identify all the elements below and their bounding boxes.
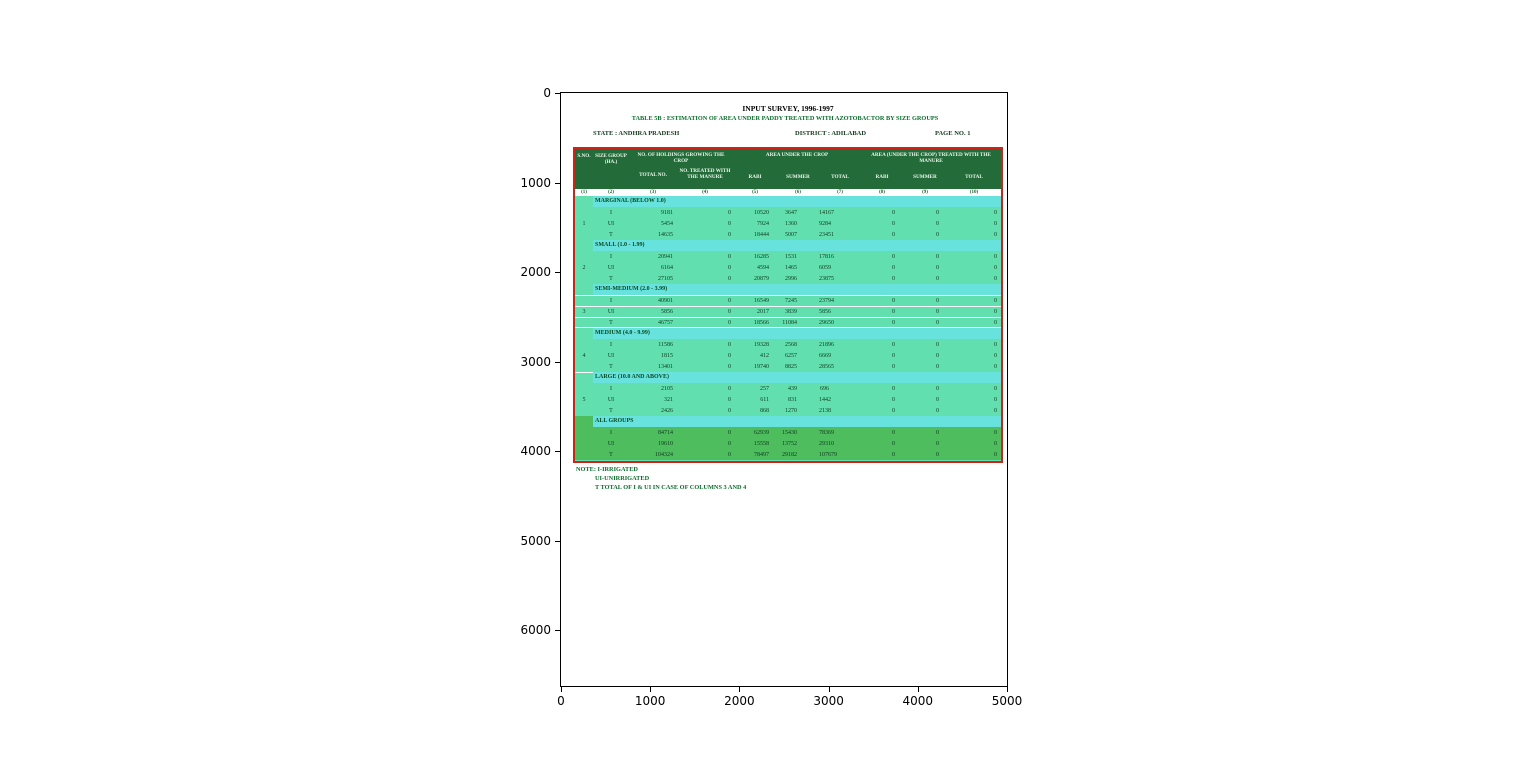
data-cell: 3647 — [785, 209, 797, 216]
data-cell: 0 — [728, 231, 731, 238]
column-number: (9) — [922, 190, 928, 195]
table-row — [575, 405, 1001, 416]
data-cell: 0 — [994, 264, 997, 271]
data-cell: 0 — [728, 407, 731, 414]
size-group-block — [575, 372, 1001, 416]
y-tick — [555, 451, 560, 452]
data-cell: 0 — [728, 264, 731, 271]
x-tick-label: 1000 — [634, 694, 666, 708]
x-tick — [650, 687, 651, 692]
size-group-label: MARGINAL (BELOW 1.0) — [593, 196, 1001, 207]
data-cell: 16285 — [754, 253, 769, 260]
irrigation-row-label: T — [609, 319, 613, 326]
data-cell: 0 — [994, 429, 997, 436]
data-cell: 20879 — [754, 275, 769, 282]
data-cell: 0 — [728, 385, 731, 392]
data-cell: 0 — [994, 396, 997, 403]
column-number: (2) — [608, 190, 614, 195]
data-cell: 0 — [994, 231, 997, 238]
table-row — [575, 262, 1001, 273]
data-cell: 0 — [728, 220, 731, 227]
table-row — [575, 394, 1001, 405]
scanned-page — [561, 93, 1007, 686]
col-group-holdings: NO. OF HOLDINGS GROWING THE CROP — [637, 152, 725, 164]
data-cell: 1531 — [785, 253, 797, 260]
data-cell: 2426 — [661, 407, 673, 414]
data-cell: 6257 — [785, 352, 797, 359]
table-row — [575, 350, 1001, 361]
data-cell: 0 — [728, 440, 731, 447]
y-tick-label: 6000 — [520, 623, 551, 637]
data-cell: 11586 — [658, 341, 673, 348]
data-cell: 9284 — [819, 220, 831, 227]
data-cell: 14167 — [819, 209, 834, 216]
x-tick-label: 5000 — [991, 694, 1023, 708]
data-cell: 0 — [892, 231, 895, 238]
data-cell: 15430 — [782, 429, 797, 436]
x-tick — [829, 687, 830, 692]
serial-number: 3 — [582, 308, 586, 315]
data-cell: 0 — [728, 341, 731, 348]
data-cell: 0 — [936, 363, 939, 370]
data-cell: 1270 — [785, 407, 797, 414]
data-cell: 6669 — [819, 352, 831, 359]
data-cell: 0 — [892, 253, 895, 260]
data-cell: 0 — [936, 309, 939, 315]
data-cell: 1465 — [785, 264, 797, 271]
data-cell: 0 — [994, 253, 997, 260]
data-cell: 62939 — [754, 429, 769, 436]
data-cell: 0 — [936, 407, 939, 414]
note-line: T TOTAL OF I & UI IN CASE OF COLUMNS 3 AND 4 — [595, 484, 747, 491]
data-cell: 5856 — [819, 309, 831, 315]
table-row — [575, 251, 1001, 262]
figure-title: INPUT SURVEY, 1996-1997 — [742, 104, 834, 113]
table-row — [575, 306, 1001, 317]
data-cell: 29182 — [782, 451, 797, 458]
data-cell: 0 — [892, 298, 895, 304]
data-cell: 0 — [936, 253, 939, 260]
data-cell: 1442 — [819, 396, 831, 403]
table-row — [575, 218, 1001, 229]
col-header-treated-rabi: RABI — [875, 174, 889, 180]
y-tick — [555, 93, 560, 94]
data-cell: 0 — [994, 298, 997, 304]
state-label: STATE : ANDHRA PRADESH — [593, 130, 680, 137]
serial-number: 5 — [582, 396, 586, 403]
data-cell: 4594 — [757, 264, 769, 271]
data-cell: 0 — [892, 363, 895, 370]
data-cell: 6059 — [819, 264, 831, 271]
col-header-total-no: TOTAL NO. — [639, 172, 667, 178]
data-cell: 40901 — [658, 298, 673, 304]
irrigation-row-label: T — [609, 275, 613, 282]
irrigation-row-label: T — [609, 231, 613, 238]
data-cell: 78369 — [819, 429, 834, 436]
x-tick — [739, 687, 740, 692]
table-header — [575, 149, 1001, 189]
data-cell: 13401 — [658, 363, 673, 370]
data-cell: 5856 — [661, 309, 673, 315]
data-cell: 321 — [664, 396, 673, 403]
irrigation-row-label: UI — [607, 309, 615, 315]
data-cell: 0 — [728, 275, 731, 282]
data-cell: 8825 — [785, 363, 797, 370]
column-number: (10) — [969, 190, 979, 195]
data-cell: 0 — [936, 352, 939, 359]
all-groups-block — [575, 416, 1001, 460]
size-group-block — [575, 328, 1001, 372]
irrigation-row-label: I — [610, 253, 612, 260]
data-cell: 0 — [892, 385, 895, 392]
data-cell: 28565 — [819, 363, 834, 370]
data-cell: 0 — [936, 220, 939, 227]
column-number: (5) — [752, 190, 758, 195]
data-cell: 439 — [788, 385, 797, 392]
table-row — [575, 317, 1001, 328]
data-cell: 696 — [820, 385, 829, 392]
y-tick-label: 5000 — [520, 533, 551, 548]
data-cell: 0 — [994, 220, 997, 227]
data-cell: 14635 — [658, 231, 673, 238]
y-tick-label: 1000 — [520, 175, 551, 190]
serial-number: 1 — [582, 220, 586, 227]
data-cell: 0 — [728, 429, 731, 436]
table-row — [575, 383, 1001, 394]
data-cell: 0 — [892, 341, 895, 348]
survey-table — [573, 147, 1003, 463]
data-cell: 868 — [760, 407, 769, 414]
column-number: (1) — [581, 190, 587, 195]
table-row — [575, 449, 1001, 460]
data-cell: 1360 — [785, 220, 797, 227]
col-header-area-rabi: RABI — [748, 174, 762, 180]
data-cell: 0 — [892, 309, 895, 315]
size-group-label: SMALL (1.0 - 1.99) — [593, 240, 1001, 251]
data-cell: 2996 — [785, 275, 797, 282]
data-cell: 11084 — [782, 319, 797, 326]
data-cell: 831 — [788, 396, 797, 403]
data-cell: 0 — [936, 440, 939, 447]
data-cell: 23794 — [819, 298, 834, 304]
table-row — [575, 229, 1001, 240]
data-cell: 18566 — [754, 319, 769, 326]
column-number: (8) — [879, 190, 885, 195]
y-tick-label: 3000 — [520, 354, 551, 369]
table-title: TABLE 5B : ESTIMATION OF AREA UNDER PADDY TREATED WITH AZOTOBACTOR BY SIZE GROUPS — [631, 115, 939, 122]
irrigation-row-label: UI — [607, 440, 615, 447]
data-cell: 23875 — [819, 275, 834, 282]
plot-axes — [520, 86, 1023, 708]
data-cell: 0 — [892, 352, 895, 359]
data-cell: 9181 — [661, 209, 673, 216]
size-group-label: LARGE (10.0 AND ABOVE) — [593, 372, 1001, 383]
col-header-treated-total: TOTAL — [965, 174, 983, 180]
col-header-sno: S.NO. — [577, 153, 591, 159]
data-cell: 0 — [936, 319, 939, 326]
irrigation-row-label: T — [609, 407, 613, 414]
data-cell: 0 — [892, 275, 895, 282]
data-cell: 0 — [728, 451, 731, 458]
size-group-block — [575, 240, 1001, 284]
size-group-block — [575, 196, 1001, 240]
data-cell: 29310 — [819, 440, 834, 447]
note-line: NOTE: I-IRRIGATED — [576, 466, 638, 473]
data-cell: 46757 — [658, 319, 673, 326]
col-group-treated: AREA (UNDER THE CROP) TREATED WITH THE MANURE — [871, 152, 991, 164]
data-cell: 6164 — [661, 264, 673, 271]
data-cell: 0 — [936, 341, 939, 348]
y-tick-label: 2000 — [520, 265, 551, 279]
irrigation-row-label: T — [609, 363, 613, 370]
data-cell: 78497 — [754, 451, 769, 458]
data-cell: 3839 — [785, 309, 797, 315]
irrigation-row-label: I — [610, 385, 612, 392]
table-body — [575, 196, 1001, 460]
table-row — [575, 438, 1001, 449]
data-cell: 0 — [728, 209, 731, 216]
col-group-area: AREA UNDER THE CROP — [765, 152, 829, 158]
data-cell: 2017 — [757, 309, 769, 315]
data-cell: 0 — [936, 385, 939, 392]
irrigation-row-label: I — [610, 429, 612, 436]
col-header-area-summer: SUMMER — [786, 174, 810, 180]
data-cell: 0 — [892, 451, 895, 458]
data-cell: 1815 — [661, 352, 673, 359]
x-tick — [1007, 687, 1008, 692]
data-cell: 412 — [760, 352, 769, 359]
data-cell: 0 — [936, 231, 939, 238]
column-number: (6) — [795, 190, 801, 195]
data-cell: 0 — [936, 429, 939, 436]
data-cell: 19740 — [754, 363, 769, 370]
data-cell: 611 — [760, 396, 769, 403]
data-cell: 0 — [892, 429, 895, 436]
column-number: (4) — [702, 190, 708, 195]
data-cell: 0 — [994, 440, 997, 447]
page-number-label: PAGE NO. 1 — [935, 130, 971, 137]
x-tick-label: 2000 — [724, 694, 755, 708]
data-cell: 5454 — [661, 220, 673, 227]
x-tick-label: 0 — [557, 694, 565, 708]
data-cell: 0 — [892, 319, 895, 326]
irrigation-row-label: I — [610, 209, 612, 216]
data-cell: 17816 — [819, 253, 834, 260]
x-tick-label: 4000 — [902, 694, 934, 708]
data-cell: 16549 — [754, 298, 769, 304]
y-tick — [555, 362, 560, 363]
data-cell: 21896 — [819, 341, 834, 348]
y-tick-label: 0 — [543, 86, 551, 100]
irrigation-row-label: UI — [607, 220, 615, 227]
data-cell: 19610 — [658, 440, 673, 447]
column-number-row — [575, 189, 1001, 196]
data-cell: 19328 — [754, 341, 769, 348]
column-number: (3) — [650, 190, 656, 195]
serial-number: 4 — [582, 352, 586, 359]
serial-number: 2 — [582, 264, 586, 271]
data-cell: 0 — [936, 396, 939, 403]
size-group-label: SEMI-MEDIUM (2.0 - 3.99) — [593, 284, 1001, 295]
col-header-area-total: TOTAL — [831, 174, 849, 180]
data-cell: 0 — [936, 298, 939, 304]
district-label: DISTRICT : ADILABAD — [795, 130, 867, 137]
data-cell: 18444 — [754, 231, 769, 238]
data-cell: 2138 — [819, 407, 831, 414]
irrigation-row-label: UI — [607, 396, 615, 403]
data-cell: 0 — [994, 451, 997, 458]
data-cell: 0 — [728, 396, 731, 403]
y-tick — [555, 183, 560, 184]
x-tick — [918, 687, 919, 692]
col-header-no-treated: NO. TREATED WITH THE MANURE — [679, 168, 731, 180]
data-cell: 15558 — [754, 440, 769, 447]
irrigation-row-label: I — [610, 341, 612, 348]
data-cell: 0 — [994, 341, 997, 348]
table-row — [575, 361, 1001, 372]
data-cell: 13752 — [782, 440, 797, 447]
data-cell: 2105 — [661, 385, 673, 392]
x-tick-label: 3000 — [813, 694, 844, 708]
table-row — [575, 273, 1001, 284]
size-group-block — [575, 284, 1001, 328]
data-cell: 20941 — [658, 253, 673, 260]
data-cell: 29650 — [819, 319, 834, 326]
irrigation-row-label: I — [610, 298, 612, 304]
data-cell: 84714 — [658, 429, 673, 436]
data-cell: 0 — [728, 298, 731, 304]
data-cell: 0 — [994, 319, 997, 326]
data-cell: 0 — [728, 253, 731, 260]
col-header-size-group: SIZE GROUP (HA.) — [595, 153, 627, 165]
data-cell: 0 — [936, 451, 939, 458]
data-cell: 257 — [760, 385, 769, 392]
irrigation-row-label: UI — [607, 352, 615, 359]
y-tick — [555, 630, 560, 631]
data-cell: 0 — [936, 209, 939, 216]
data-cell: 107679 — [819, 451, 837, 458]
y-tick — [555, 272, 560, 273]
data-cell: 0 — [892, 220, 895, 227]
y-tick-label: 4000 — [520, 444, 551, 458]
size-group-label: MEDIUM (4.0 - 9.99) — [593, 328, 1001, 339]
data-cell: 0 — [936, 264, 939, 271]
data-cell: 0 — [994, 352, 997, 359]
table-row — [575, 427, 1001, 438]
data-cell: 0 — [994, 385, 997, 392]
data-cell: 0 — [936, 275, 939, 282]
data-cell: 0 — [728, 363, 731, 370]
data-cell: 23451 — [819, 231, 834, 238]
data-cell: 7924 — [757, 220, 769, 227]
data-cell: 104324 — [655, 451, 673, 458]
data-cell: 0 — [892, 407, 895, 414]
table-row — [575, 339, 1001, 350]
table-row — [575, 295, 1001, 306]
data-cell: 27105 — [658, 275, 673, 282]
x-tick — [561, 687, 562, 692]
data-cell: 0 — [728, 352, 731, 359]
data-cell: 0 — [728, 309, 731, 315]
col-header-treated-summer: SUMMER — [913, 174, 937, 180]
data-cell: 10520 — [754, 209, 769, 216]
data-cell: 0 — [728, 319, 731, 326]
table-row — [575, 207, 1001, 218]
note-line: UI-UNIRRIGATED — [595, 475, 650, 482]
data-cell: 0 — [892, 396, 895, 403]
column-number: (7) — [837, 190, 843, 195]
data-cell: 0 — [994, 363, 997, 370]
irrigation-row-label: UI — [607, 264, 615, 271]
size-group-label: ALL GROUPS — [593, 416, 1001, 427]
data-cell: 0 — [994, 407, 997, 414]
data-cell: 0 — [994, 275, 997, 282]
data-cell: 5007 — [785, 231, 797, 238]
data-cell: 0 — [892, 440, 895, 447]
data-cell: 7245 — [785, 298, 797, 304]
data-cell: 2568 — [785, 341, 797, 348]
y-tick — [555, 541, 560, 542]
data-cell: 0 — [994, 309, 997, 315]
irrigation-row-label: T — [609, 451, 613, 458]
data-cell: 0 — [994, 209, 997, 216]
data-cell: 0 — [892, 209, 895, 216]
data-cell: 0 — [892, 264, 895, 271]
